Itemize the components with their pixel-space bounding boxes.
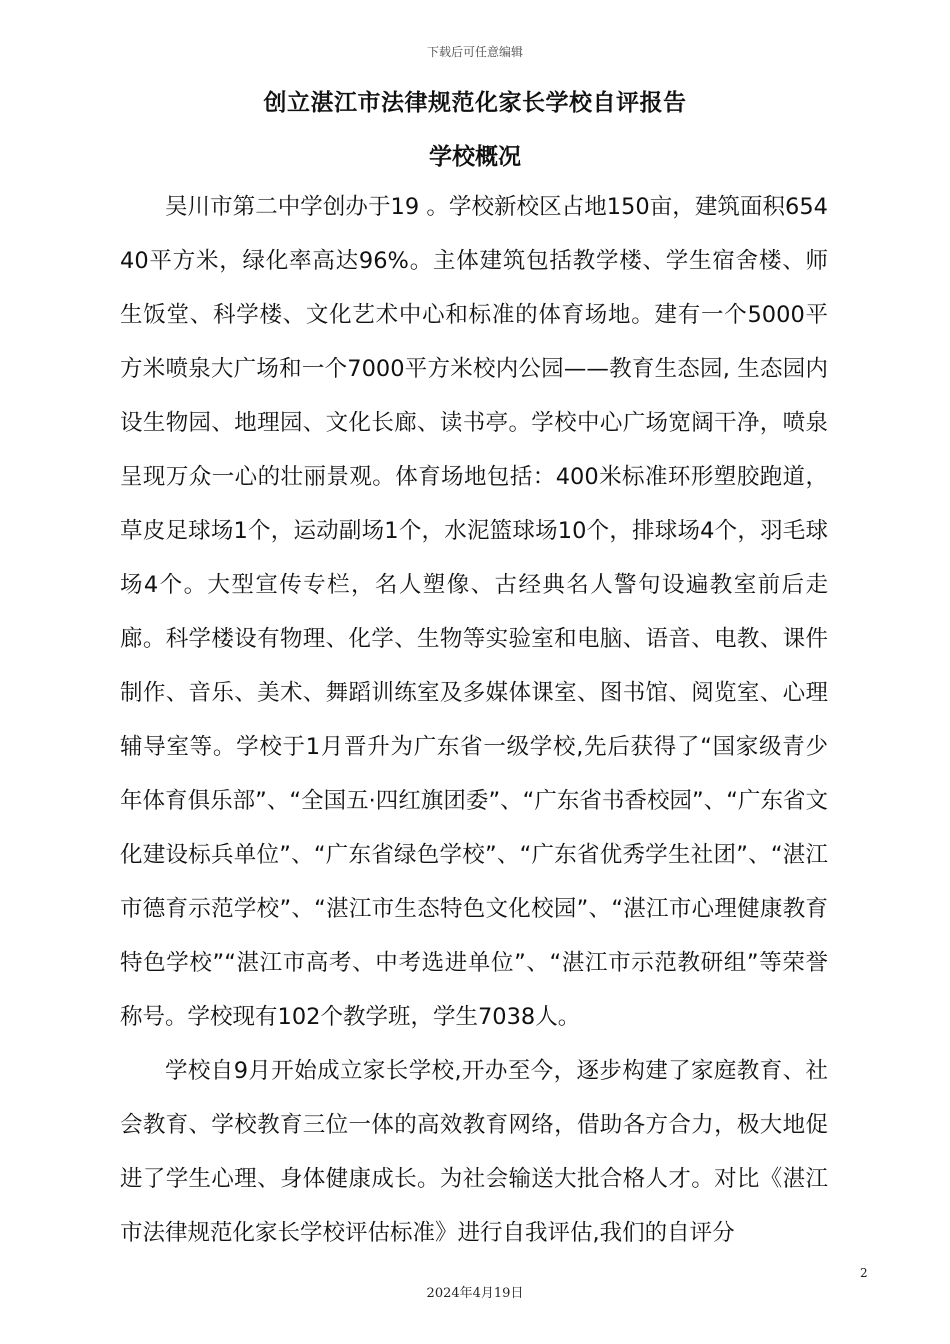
footer-date: 2024年4月19日 <box>426 1286 524 1301</box>
paragraph-school-overview: 吴川市第二中学创办于19 。学校新校区占地150亩，建筑面积65440平方米，绿化率高达96%。主体建筑包括教学楼、学生宿舍楼、师生饭堂、科学楼、文化艺术中心和标准的体育场地。建有一个5000平方米喷泉大广场和一个7000平方米校内公园——教育生态园, 生态园内设生物园、地理园、文化长廊、读书亭。学校中心广场宽阔干净，喷泉呈现万众一心的壮丽景观。体育场地包括：400米标准环形塑胶跑道，草皮足球场1个，运动副场1个，水泥篮球场10个，排球场4个，羽毛球场4个。大型宣传专栏，名人塑像、古经典名人警句设遍教室前后走廊。科学楼设有物理、化学、生物等实验室和电脑、语音、电教、课件制作、音乐、美术、舞蹈训练室及多媒体课室、图书馆、阅览室、心理辅导室等。学校于1月晋升为广东省一级学校,先后获得了“国家级青少年体育俱乐部”、“全国五·四红旗团委”、“广东省书香校园”、“广东省文化建设标兵单位”、“广东省绿色学校”、“广东省优秀学生社团”、“湛江市德育示范学校”、“湛江市生态特色文化校园”、“湛江市心理健康教育特色学校”“湛江市高考、中考选进单位”、“湛江市示范教研组”等荣誉称号。学校现有102个教学班，学生7038人。 <box>120 194 828 1030</box>
header-note: 下载后可任意编辑 <box>426 45 523 59</box>
document-body <box>120 180 828 1260</box>
page-number: 2 <box>860 1266 868 1280</box>
document-title: 创立湛江市法律规范化家长学校自评报告 <box>263 90 687 116</box>
section-title: 学校概况 <box>429 144 521 170</box>
paragraph-parent-school: 学校自9月开始成立家长学校,开办至今，逐步构建了家庭教育、社会教育、学校教育三位一体的高效教育网络，借助各方合力，极大地促进了学生心理、身体健康成长。为社会输送大批合格人才。对比《湛江市法律规范化家长学校评估标准》进行自我评估,我们的自评分 <box>120 1058 828 1246</box>
